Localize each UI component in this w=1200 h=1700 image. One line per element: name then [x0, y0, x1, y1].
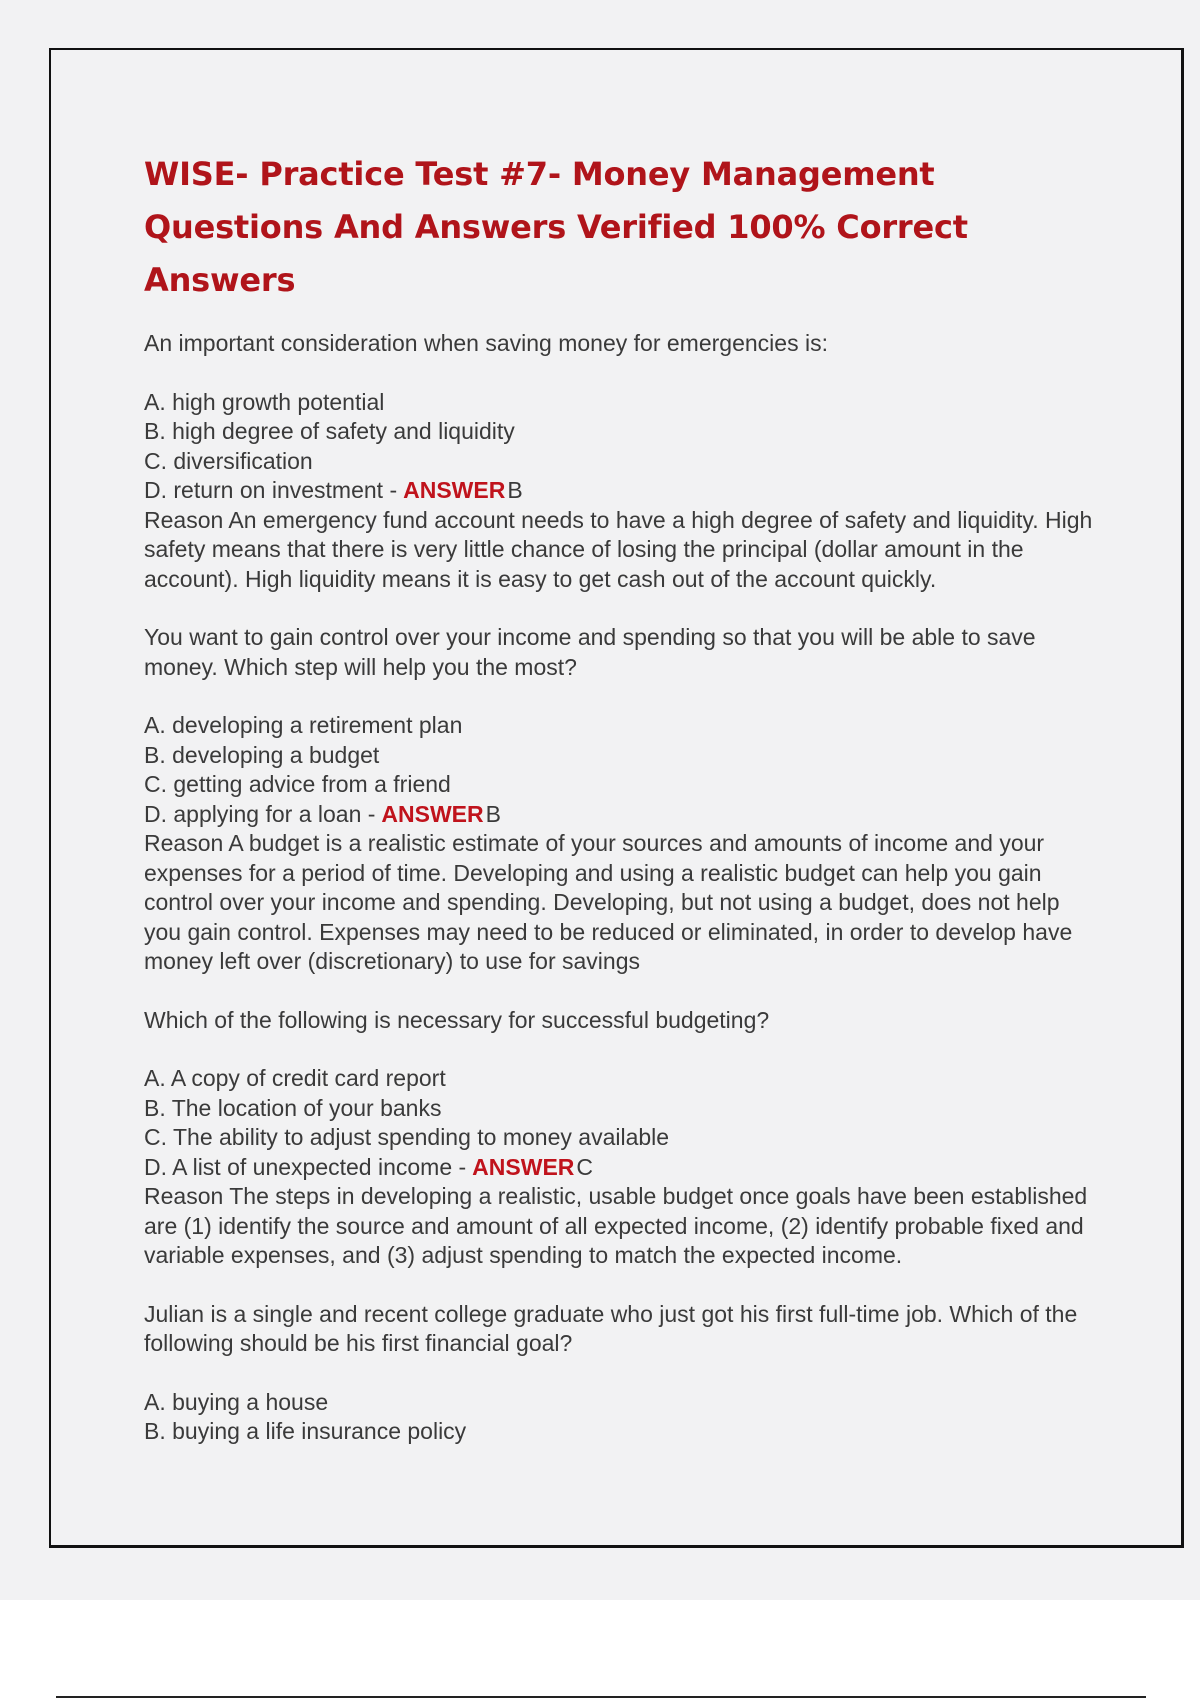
option-b: B. buying a life insurance policy — [144, 1418, 467, 1444]
option-d: D. A list of unexpected income - — [144, 1153, 467, 1180]
options-list — [144, 388, 1094, 506]
option-a: A. high growth potential — [144, 388, 385, 415]
option-c: C. getting advice from a friend — [144, 771, 451, 797]
option-d: D. return on investment - — [144, 477, 398, 503]
question-block-2 — [144, 623, 1094, 977]
question-block-1 — [144, 329, 1094, 594]
reason-text: Reason An emergency fund account needs to have a high degree of safety and liquidity. High safety means that there is very little chance of losing the principal (dollar amount in the account). High liquidity means it is easy to get cash out of the account quickly. — [144, 506, 1093, 592]
answer-value: C — [576, 1153, 594, 1180]
question-block-4 — [144, 1300, 1094, 1447]
reason-text: Reason The steps in developing a realistic, usable budget once goals have been established are (1) identify the source and amount of all expected income, (2) identify probable fixed and variable expenses, and (3) adjust spending to match the expected income. — [144, 1183, 1088, 1268]
answer-label: ANSWER — [472, 1153, 575, 1180]
document-title: WISE- Practice Test #7- Money Management Questions And Answers Verified 100% Correct Answers — [144, 155, 968, 299]
options-list — [144, 711, 1094, 829]
option-d: D. applying for a loan - — [144, 800, 376, 827]
options-list — [144, 1064, 1094, 1182]
option-d-with-answer — [144, 476, 1094, 506]
question-text: You want to gain control over your income and spending so that you will be able to save money. Which step will help you the most? — [144, 624, 1036, 680]
option-a: A. buying a house — [144, 1388, 329, 1415]
options-list — [144, 1388, 1094, 1447]
reason-text: Reason A budget is a realistic estimate of your sources and amounts of income and your expenses for a period of time. Developing and using a realistic budget can help you gain control over your income and spending. Developing, but not using a budget, does not help you gain control. Expenses may need to be reduced or eliminated, in order to develop have money left over (discretionary) to use for savings — [144, 830, 1073, 974]
option-c: C. The ability to adjust spending to money available — [144, 1124, 670, 1150]
option-a: A. developing a retirement plan — [144, 712, 463, 738]
option-d-with-answer — [144, 1153, 1094, 1183]
section-gap — [144, 594, 1094, 623]
option-b: B. The location of your banks — [144, 1094, 442, 1121]
page-bottom-rule — [56, 1696, 1146, 1698]
question-block-3 — [144, 1006, 1094, 1271]
question-text: Julian is a single and recent college graduate who just got his first full-time job. Which of the following should be his first financial goal? — [144, 1300, 1078, 1356]
option-c: C. diversification — [144, 447, 313, 474]
section-gap — [144, 1271, 1094, 1300]
answer-value: B — [485, 800, 501, 827]
section-gap — [144, 977, 1094, 1006]
option-a: A. A copy of credit card report — [144, 1065, 446, 1091]
question-text: Which of the following is necessary for successful budgeting? — [144, 1006, 770, 1033]
answer-label: ANSWER — [381, 800, 484, 827]
option-b: B. developing a budget — [144, 741, 380, 768]
question-text: An important consideration when saving money for emergencies is: — [144, 330, 828, 356]
option-b: B. high degree of safety and liquidity — [144, 418, 515, 444]
answer-value: B — [507, 477, 523, 503]
document-content — [144, 148, 1094, 1447]
option-d-with-answer — [144, 800, 1094, 830]
answer-label: ANSWER — [403, 477, 506, 503]
